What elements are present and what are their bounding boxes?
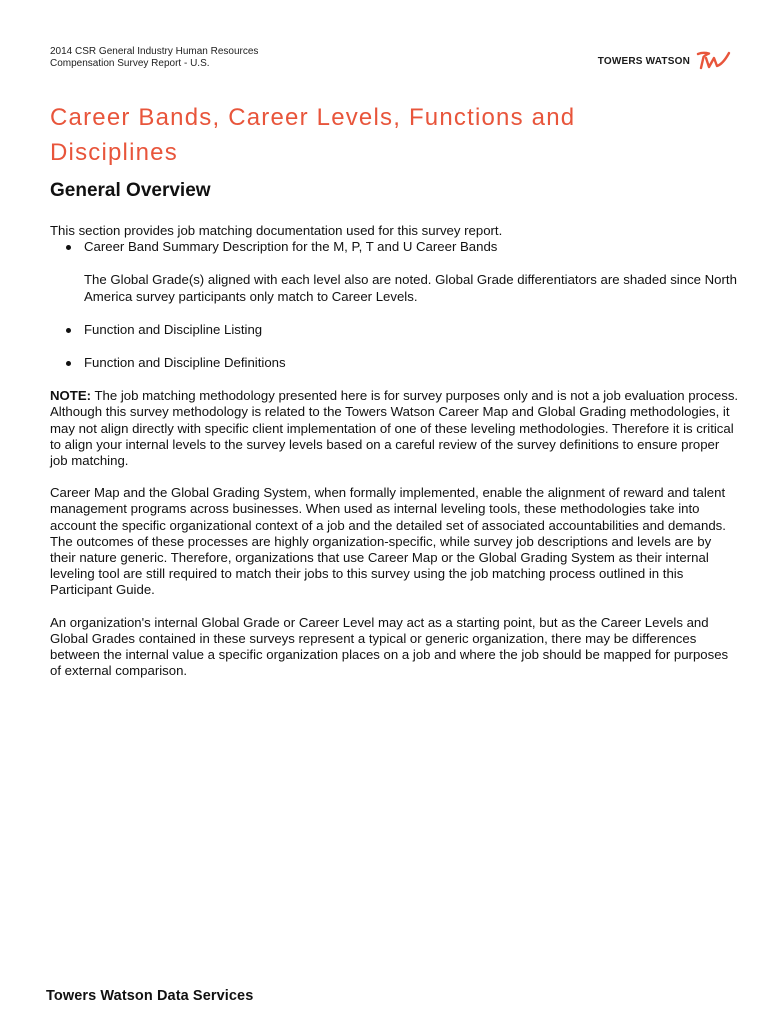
document-body (50, 223, 740, 695)
bullet-icon (66, 361, 71, 366)
list-item (50, 322, 740, 338)
note-text: The job matching methodology presented here is for survey purposes only and is not a job evaluation process. Although this survey methodology is related to the Towers Watson Career Map and Global Grading methodologies, it may not align directly with specific client implementation of one of these leveling methodologies. Therefore it is critical to align your internal levels to the survey levels based on a careful review of the survey definitions to ensure proper job matching. (50, 388, 739, 469)
list-item (50, 239, 740, 305)
body-paragraph: An organization's internal Global Grade or Career Level may act as a starting point, but as the Career Levels and Global Grades contained in these surveys represent a typical or generic organization, there may be differences between the internal value a specific organization places on a job and where the job should be mapped for purposes of external comparison. (50, 614, 729, 679)
intro-paragraph: This section provides job matching documentation used for this survey report. (50, 223, 503, 238)
bullet-text: Function and Discipline Definitions (84, 355, 286, 371)
report-header-line-1: 2014 CSR General Industry Human Resources (50, 46, 259, 57)
logo-wordmark: TOWERS WATSON (597, 55, 690, 67)
bullet-text: Career Band Summary Description for the M, P, T and U Career Bands (84, 239, 498, 255)
note-label: NOTE: (50, 388, 92, 404)
section-heading: General Overview (50, 180, 211, 201)
body-paragraph: Career Map and the Global Grading System, when formally implemented, enable the alignment of reward and talent management programs across businesses. When used as internal leveling tools, these methodologies take into account the specific organizational context of a job and the detailed set of associated accountabilities and demands. The outcomes of these processes are highly organization-specific, while survey job descriptions and levels are by their nature generic. Therefore, organizations that use Career Map or the Global Grading System as their internal leveling tool are still required to match their jobs to this survey using the job matching process outlined in this Participant Guide. (50, 485, 726, 598)
list-item (50, 355, 740, 371)
bullet-subtext: The Global Grade(s) aligned with each level also are noted. Global Grade differentiators are shaded since North America survey participants only match to Career Levels. (84, 272, 737, 304)
bullet-icon (66, 245, 71, 250)
bullet-text: Function and Discipline Listing (84, 321, 263, 337)
towers-watson-logo-icon (696, 50, 732, 72)
report-header-line-2: Compensation Survey Report - U.S. (50, 58, 210, 69)
page-title: Career Bands, Career Levels, Functions and Disciplines (50, 104, 576, 166)
bullet-icon (66, 328, 71, 333)
bullet-list (50, 239, 740, 371)
note-paragraph (50, 388, 740, 469)
report-header (50, 46, 258, 70)
towers-watson-logo (598, 50, 732, 72)
page-footer: Towers Watson Data Services (46, 988, 254, 1004)
